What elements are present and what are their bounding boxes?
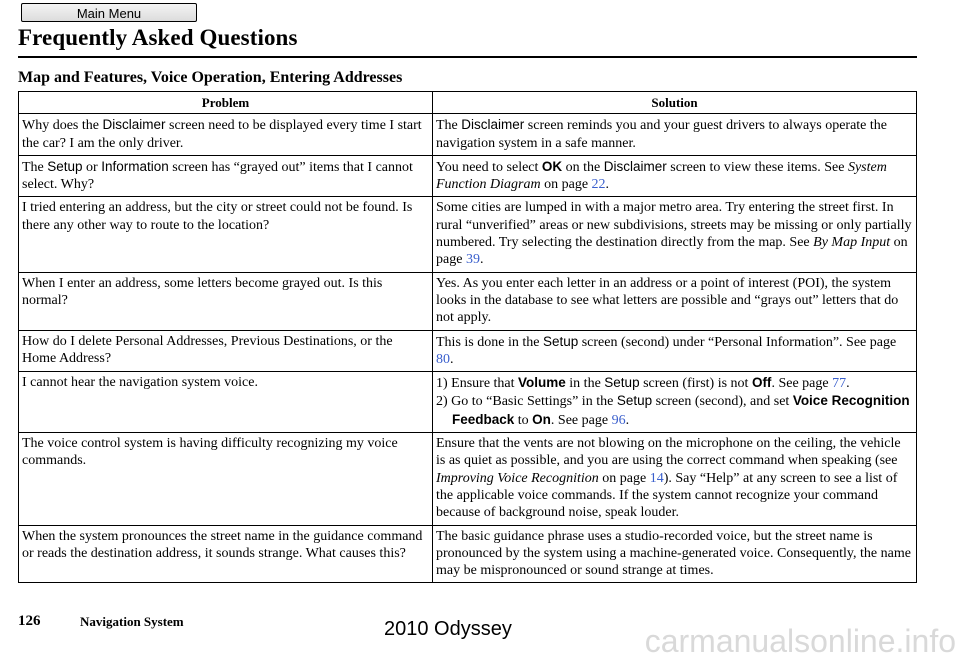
page-link-39[interactable]: 39: [465, 252, 480, 268]
page-title: Frequently Asked Questions: [18, 25, 298, 50]
solution-cell: Some cities are lumped in with a major metro area. Try entering the street first. In rural “unverified” areas or new subdivisions, streets may be missing or only partially numbered. Try selecting the destination directly from the map. See By Map Input on page 39.: [433, 197, 917, 272]
problem-cell: I cannot hear the navigation system voice.: [19, 372, 433, 433]
table-row: [19, 155, 917, 197]
watermark-model: 2010 Odyssey: [384, 618, 512, 640]
table-row: [19, 114, 917, 156]
page-link-96[interactable]: 96: [611, 412, 626, 428]
problem-cell: Why does the Disclaimer screen need to be displayed every time I start the car? I am the only driver.: [19, 114, 433, 156]
solution-cell: [433, 372, 917, 433]
page-link-14[interactable]: 14: [649, 470, 664, 486]
table-row: [19, 372, 917, 433]
table-row: [19, 330, 917, 372]
problem-cell: How do I delete Personal Addresses, Previous Destinations, or the Home Address?: [19, 330, 433, 372]
problem-cell: When the system pronounces the street name in the guidance command or reads the destination address, it sounds strange. What causes this?: [19, 525, 433, 583]
solution-cell: Yes. As you enter each letter in an address or a point of interest (POI), the system looks in the database to see what letters are possible and “grays out” letters that do not apply.: [433, 272, 917, 330]
faq-table: [18, 91, 917, 583]
problem-cell: When I enter an address, some letters become grayed out. Is this normal?: [19, 272, 433, 330]
main-menu-button[interactable]: Main Menu: [21, 3, 197, 22]
header-solution: Solution: [433, 92, 917, 114]
solution-step-1: 1) Ensure that Volume in the Setup screen (first) is not Off. See page 77.: [436, 375, 850, 392]
page-number: 126: [18, 613, 41, 629]
watermark-site: carmanualsonline.info: [644, 623, 956, 659]
solution-cell: You need to select OK on the Disclaimer screen to view these items. See System Function Diagram on page 22.: [433, 155, 917, 197]
table-row: [19, 197, 917, 272]
page-link-22[interactable]: 22: [591, 177, 606, 193]
problem-cell: I tried entering an address, but the city or street could not be found. Is there any other way to route to the location?: [19, 197, 433, 272]
section-title: Map and Features, Voice Operation, Entering Addresses: [18, 69, 403, 86]
title-divider: [18, 56, 917, 58]
table-row: [19, 525, 917, 583]
solution-cell: The basic guidance phrase uses a studio-recorded voice, but the street name is pronounced by the system using a machine-generated voice. Consequently, the name may be mispronounced or sound strange at times.: [433, 525, 917, 583]
solution-cell: The Disclaimer screen reminds you and your guest drivers to always operate the navigation system in a safe manner.: [433, 114, 917, 156]
page-link-80[interactable]: 80: [436, 351, 450, 367]
header-problem: Problem: [19, 92, 433, 114]
table-row: [19, 272, 917, 330]
footer-label: Navigation System: [80, 614, 184, 629]
table-row: [19, 433, 917, 525]
solution-step-2: 2) Go to “Basic Settings” in the Setup screen (second), and set Voice Recognition Feedback to On. See page 96.: [436, 393, 910, 428]
solution-cell: Ensure that the vents are not blowing on the microphone on the ceiling, the vehicle is as quiet as possible, and you are using the correct command when speaking (see Improving Voice Recognition on page 14). Say “Help” at any screen to see a list of the applicable voice commands. If the system cannot recognize your command because of background noise, speak louder.: [433, 433, 917, 525]
page-link-77[interactable]: 77: [832, 376, 847, 392]
table-header-row: [19, 92, 917, 114]
problem-cell: The Setup or Information screen has “grayed out” items that I cannot select. Why?: [19, 155, 433, 197]
solution-cell: This is done in the Setup screen (second) under “Personal Information”. See page 80.: [433, 330, 917, 372]
problem-cell: The voice control system is having difficulty recognizing my voice commands.: [19, 433, 433, 525]
